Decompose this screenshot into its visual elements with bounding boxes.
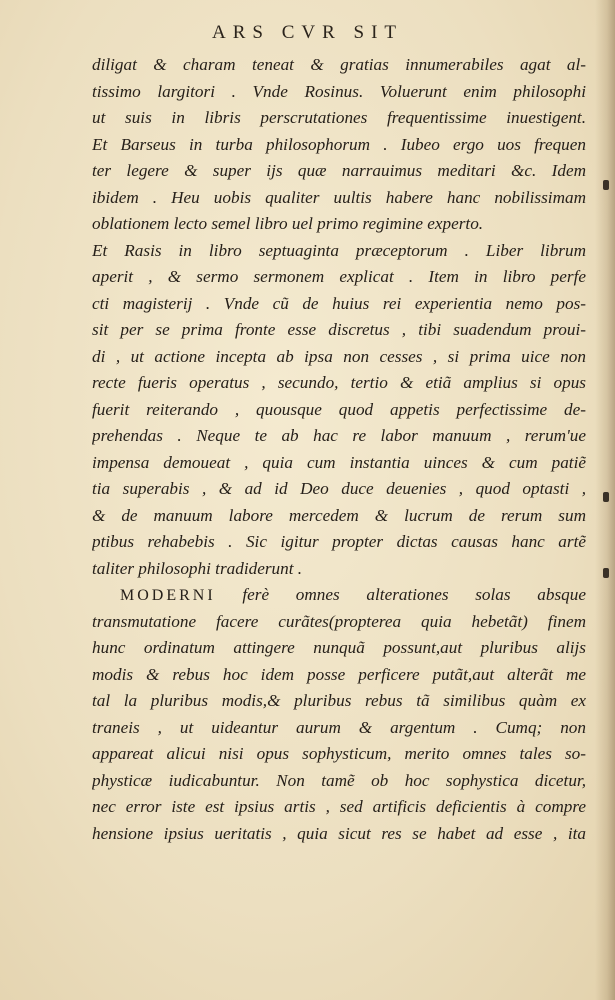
text-line: ptibus rehabebis . Sic igitur propter dictas causas hanc artẽ — [92, 532, 586, 551]
text-line: di , ut actione incepta ab ipsa non cesses , si prima uice non — [92, 346, 586, 366]
initial-word: MODERNI — [120, 587, 216, 604]
text-line: recte fueris operatus , secundo, tertio & etiã amplius si opus — [92, 373, 586, 392]
text-line: diligat & charam teneat & gratias innumerabiles agat al- — [92, 55, 586, 74]
running-head: ARS CVR SIT — [211, 22, 404, 43]
text-line: oblationem lecto semel libro uel primo regimine experto. — [92, 214, 484, 233]
text-line — [92, 582, 586, 609]
text-line: tal la pluribus modis,& pluribus rebus tã similibus quàm ex — [92, 691, 586, 710]
margin-mark — [603, 568, 609, 578]
text-line: physticæ iudicabuntur. Non tamẽ ob hoc sophystica dicetur, — [92, 770, 586, 790]
text-line: sit per se prima fronte esse discretus , tibi suadendum proui- — [92, 320, 586, 339]
text-line: hunc ordinatum attingere nunquã possunt,aut pluribus alijs — [92, 638, 586, 657]
text-line: transmutatione facere curãtes(propterea quia hebetãt) finem — [92, 611, 586, 631]
text-line: aperit , & sermo sermonem explicat . Item in libro perfe — [92, 267, 586, 286]
line-text: ferè omnes alterationes solas absque — [215, 585, 586, 604]
text-line: ut suis in libris perscrutationes frequentissime inuestigent. — [92, 108, 586, 127]
text-line: tia superabis , & ad id Deo duce deuenies , quod optasti , — [92, 479, 586, 498]
text-line: impensa demoueat , quia cum instantia uinces & cum patiẽ — [92, 452, 586, 472]
body-text — [92, 52, 586, 847]
text-line: & de manuum labore mercedem & lucrum de rerum sum — [92, 505, 586, 525]
text-line: Et Barseus in turba philosophorum . Iubeo ergo uos frequen — [92, 134, 586, 154]
margin-mark — [603, 180, 609, 190]
text-line: ibidem . Heu uobis qualiter uultis habere hanc nobilissimam — [92, 187, 586, 207]
text-line: ter legere & super ijs quæ narrauimus meditari &c. Idem — [92, 161, 586, 180]
text-line: tissimo largitori . Vnde Rosinus. Voluerunt enim philosophi — [92, 81, 586, 101]
text-line: fuerit reiterando , quousque quod appetis perfectissime de- — [92, 399, 586, 419]
text-line: hensione ipsius ueritatis , quia sicut res se habet ad esse , ita — [92, 823, 586, 843]
text-line: Et Rasis in libro septuaginta præceptorum . Liber librum — [92, 240, 586, 260]
text-line: prehendas . Neque te ab hac re labor manuum , rerum'ue — [92, 426, 586, 445]
text-line: modis & rebus hoc idem posse perficere putãt,aut alterãt me — [92, 664, 586, 684]
text-line: nec error iste est ipsius artis , sed artificis deficientis à compre — [92, 797, 586, 816]
text-line: traneis , ut uideantur aurum & argentum . Cumq; non — [92, 717, 586, 737]
margin-mark — [603, 492, 609, 502]
text-line: taliter philosophi tradiderunt . — [92, 558, 303, 578]
text-line: appareat alicui nisi opus sophysticum, merito omnes tales so- — [92, 744, 586, 763]
text-line: cti magisterij . Vnde cũ de huius rei experientia nemo pos- — [92, 293, 586, 313]
